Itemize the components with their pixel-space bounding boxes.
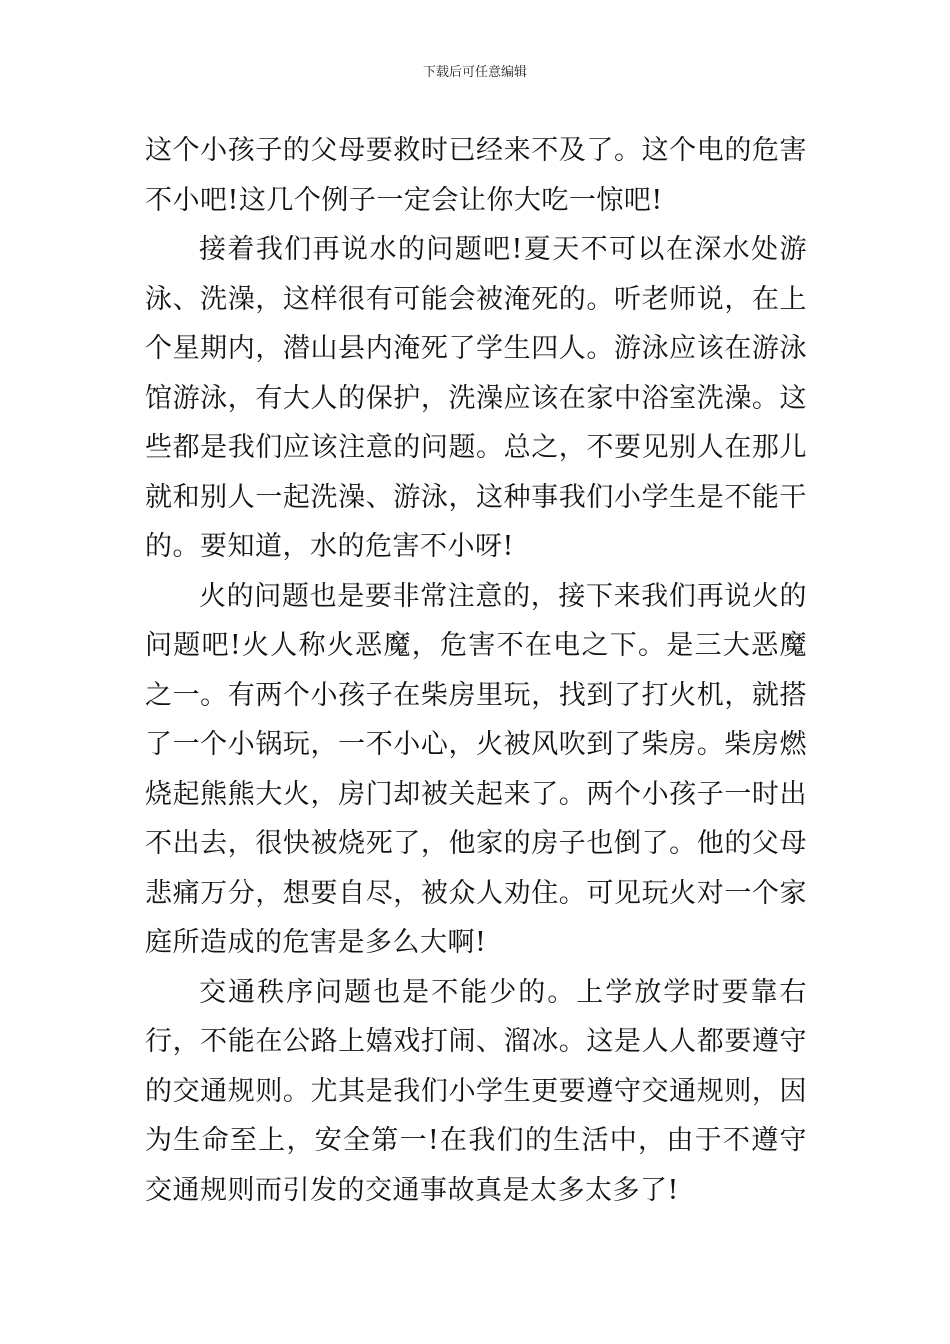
page-header: 下载后可任意编辑: [422, 65, 527, 80]
document-body: [145, 126, 807, 1215]
paragraph-1: 这个小孩子的父母要救时已经来不及了。这个电的危害不小吧!这几个例子一定会让你大吃一惊吧!: [145, 135, 807, 216]
paragraph-4: 交通秩序问题也是不能少的。上学放学时要靠右行，不能在公路上嬉戏打闹、溜冰。这是人人都要遵守的交通规则。尤其是我们小学生更要遵守交通规则，因为生命至上，安全第一!在我们的生活中，由于不遵守交通规则而引发的交通事故真是太多太多了!: [145, 976, 807, 1206]
paragraph-2: 接着我们再说水的问题吧!夏天不可以在深水处游泳、洗澡，这样很有可能会被淹死的。听老师说，在上个星期内，潜山县内淹死了学生四人。游泳应该在游泳馆游泳，有大人的保护，洗澡应该在家中浴室洗澡。这些都是我们应该注意的问题。总之，不要见别人在那儿就和别人一起洗澡、游泳，这种事我们小学生是不能干的。要知道，水的危害不小呀!: [145, 234, 807, 562]
paragraph-3: 火的问题也是要非常注意的，接下来我们再说火的问题吧!火人称火恶魔，危害不在电之下。是三大恶魔之一。有两个小孩子在柴房里玩，找到了打火机，就搭了一个小锅玩，一不小心，火被风吹到了柴房。柴房燃烧起熊熊大火，房门却被关起来了。两个小孩子一时出不出去，很快被烧死了，他家的房子也倒了。他的父母悲痛万分，想要自尽，被众人劝住。可见玩火对一个家庭所造成的危害是多么大啊!: [145, 580, 807, 958]
